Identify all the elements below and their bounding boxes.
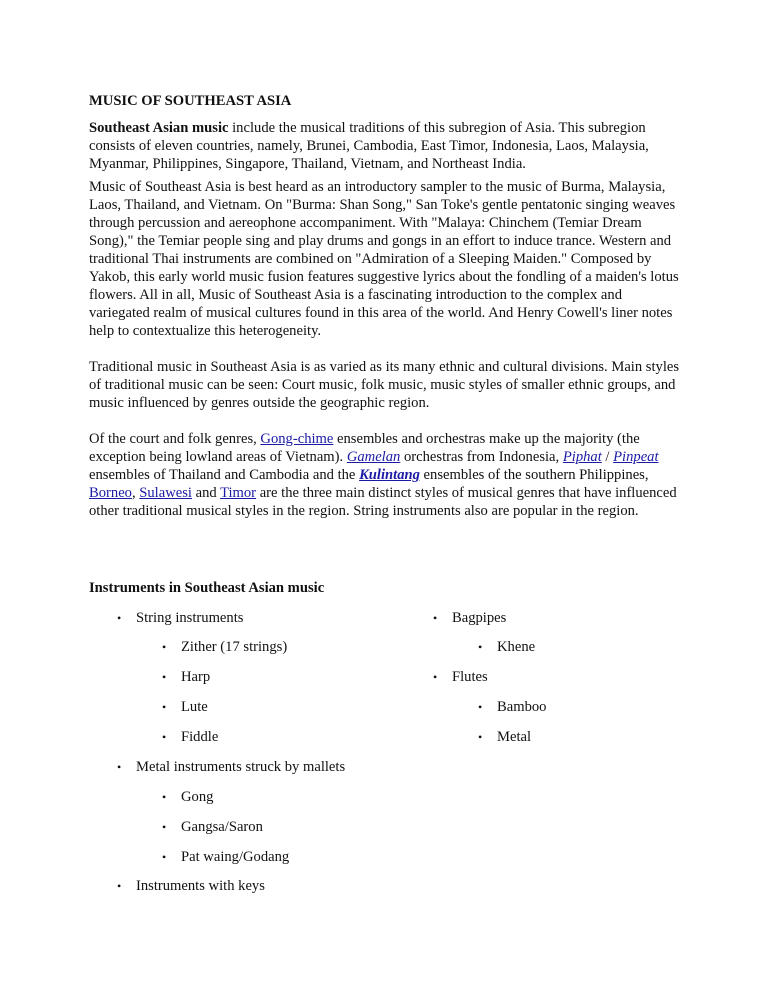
text: Of the court and folk genres,: [89, 431, 261, 447]
bullet-icon: •: [433, 611, 438, 625]
list-item: [117, 758, 346, 776]
text: and: [191, 485, 221, 501]
text: ensembles of the southern Philippines,: [419, 467, 649, 483]
text: ensembles and orchestras make up the majority (the exception being lowland areas of Vietnam).: [89, 431, 640, 465]
bullet-icon: •: [478, 640, 483, 654]
list-item: [478, 728, 532, 746]
bullet-icon: •: [117, 879, 122, 893]
bullet-icon: •: [478, 700, 483, 714]
traditional-paragraph: Traditional music in Southeast Asia is as varied as its many ethnic and cultural divisions. Main styles of traditional music can be seen: Court music, folk music, music styles of smaller ethnic groups, and music influenced by genres outside the geographic region.: [89, 359, 680, 411]
link-pinpeat[interactable]: Pinpeat: [613, 449, 659, 465]
bullet-icon: •: [433, 670, 438, 684]
list-item: [478, 638, 536, 656]
intro-text: include the musical traditions of this subregion of Asia. This subregion consists of eleven countries, namely, Brunei, Cambodia, East Timor, Indonesia, Laos, Malaysia, Myanmar, Philippines, Singapore, Thailand, Vietnam, and Northeast India.: [89, 120, 649, 172]
list-item: [162, 698, 208, 716]
genres-paragraph: [89, 430, 683, 520]
list-item-label: Pat waing/Godang: [181, 849, 290, 865]
intro-paragraph: [89, 119, 683, 173]
bullet-icon: •: [478, 730, 483, 744]
list-item: [162, 818, 263, 836]
list-item: [162, 788, 214, 806]
list-item: [117, 609, 244, 627]
list-item: [162, 728, 219, 746]
list-item-label: Gong: [181, 789, 214, 805]
list-item-label: Bagpipes: [452, 610, 507, 626]
list-item-label: String instruments: [136, 610, 244, 626]
bullet-icon: •: [162, 640, 167, 654]
list-item: [117, 877, 265, 895]
bullet-icon: •: [162, 730, 167, 744]
list-item-label: Flutes: [452, 669, 488, 685]
bullet-icon: •: [162, 850, 167, 864]
bullet-icon: •: [117, 760, 122, 774]
list-item-label: Gangsa/Saron: [181, 819, 263, 835]
list-item-label: Fiddle: [181, 729, 219, 745]
bullet-icon: •: [162, 790, 167, 804]
sampler-paragraph: Music of Southeast Asia is best heard as an introductory sampler to the music of Burma, Malaysia, Laos, Thailand, and Vietnam. On "Burma: Shan Song," San Toke's gentle pentatonic singing weaves through percussion and aereophone accompaniment. With "Malaya: Chinchem (Temiar Dream Song)," the Temiar people sing and play drums and gongs in an effort to induce trance. Western and traditional Thai instruments are combined on "Admiration of a Sleeping Maiden." Composed by Yakob, this early world music fusion features suggestive lyrics about the fondling of a maiden's lotus flowers. All in all, Music of Southeast Asia is a fascinating introduction to the complex and variegated realm of musical cultures found in this area of the world. And Henry Cowell's liner notes help to contextualize this heterogeneity.: [89, 179, 679, 339]
list-item-label: Khene: [497, 639, 536, 655]
page-title: MUSIC OF SOUTHEAST ASIA: [89, 93, 292, 109]
instruments-heading: Instruments in Southeast Asian music: [89, 580, 325, 596]
link-gong-chime[interactable]: Gong-chime: [260, 431, 334, 447]
list-item-label: Metal: [497, 729, 532, 745]
text: ensembles of Thailand and Cambodia and the: [89, 467, 360, 483]
text: ,: [131, 485, 140, 501]
link-sulawesi[interactable]: Sulawesi: [139, 485, 192, 501]
text: orchestras from Indonesia,: [400, 449, 563, 465]
document-body: [89, 92, 683, 525]
list-item: [162, 638, 288, 656]
link-timor[interactable]: Timor: [220, 485, 257, 501]
bullet-icon: •: [162, 820, 167, 834]
list-item: [162, 668, 211, 686]
intro-bold-term: Southeast Asian music: [89, 120, 229, 136]
list-item-label: Metal instruments struck by mallets: [136, 759, 346, 775]
list-item: [433, 609, 507, 627]
bullet-icon: •: [162, 700, 167, 714]
link-piphat[interactable]: Piphat: [562, 449, 602, 465]
link-borneo[interactable]: Borneo: [89, 485, 132, 501]
bullet-icon: •: [162, 670, 167, 684]
list-item-label: Zither (17 strings): [181, 639, 288, 655]
list-item-label: Harp: [181, 669, 211, 685]
link-kulintang[interactable]: Kulintang: [359, 467, 420, 483]
link-gamelan[interactable]: Gamelan: [346, 449, 401, 465]
list-item: [433, 668, 488, 686]
list-item: [478, 698, 547, 716]
text: are the three main distinct styles of musical genres that have influenced other traditional musical styles in the region. String instruments also are popular in the region.: [89, 485, 677, 519]
list-item-label: Instruments with keys: [136, 878, 265, 894]
list-item: [162, 848, 290, 866]
bullet-icon: •: [117, 611, 122, 625]
text: /: [601, 449, 614, 465]
list-item-label: Lute: [181, 699, 208, 715]
list-item-label: Bamboo: [497, 699, 547, 715]
